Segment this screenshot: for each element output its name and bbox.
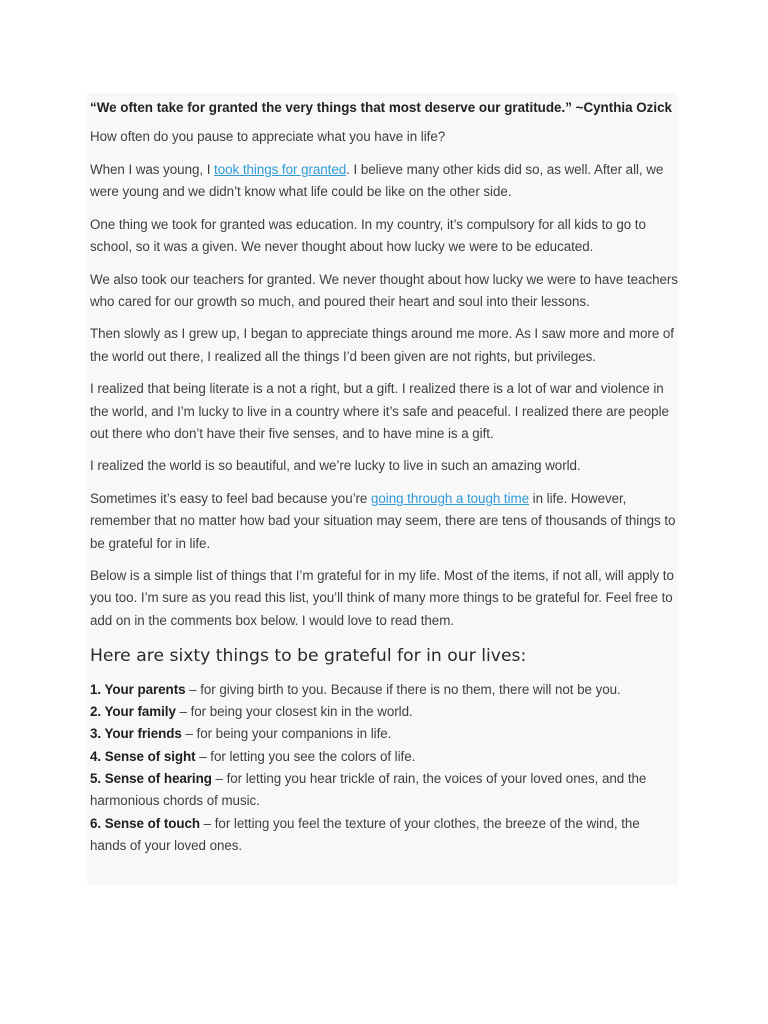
list-item bbox=[90, 701, 678, 723]
document-page bbox=[87, 93, 678, 885]
list-item-text: – for letting you see the colors of life. bbox=[195, 748, 416, 764]
paragraph-4: We also took our teachers for granted. We never thought about how lucky we were to have teachers who cared for our growth so much, and poured their heart and soul into their lessons. bbox=[90, 271, 678, 309]
list-item-text: – for being your closest kin in the world. bbox=[175, 704, 413, 720]
list-item-text: – for letting you hear trickle of rain, the voices of your loved ones, and the harmonious chords of music. bbox=[90, 771, 647, 809]
list-item bbox=[90, 813, 678, 858]
paragraph-2-text-after: . I believe many other kids did so, as well. After all, we were young and we didn’t know what life could be like on the other side. bbox=[90, 161, 664, 199]
paragraph-3: One thing we took for granted was education. In my country, it’s compulsory for all kids to go to school, so it was a given. We never thought about how lucky we were to be educated. bbox=[90, 216, 646, 254]
list-item bbox=[90, 723, 678, 745]
list-item bbox=[90, 768, 678, 813]
paragraph-6: I realized that being literate is a not a right, but a gift. I realized there is a lot of war and violence in the world, and I’m lucky to live in a country where it’s safe and peaceful. I realized there are people out there who don’t have their five senses, and to have mine is a gift. bbox=[90, 381, 669, 441]
list-item-title: 2. Your family bbox=[90, 704, 176, 720]
list-item-text: – for being your companions in life. bbox=[181, 726, 392, 742]
paragraph-7: I realized the world is so beautiful, and we’re lucky to live in such an amazing world. bbox=[90, 458, 581, 474]
paragraph-8-text-before: Sometimes it’s easy to feel bad because you’re bbox=[90, 491, 371, 507]
list-item-title: 4. Sense of sight bbox=[90, 748, 196, 764]
list-item-title: 1. Your parents bbox=[90, 681, 186, 697]
list-item-text: – for giving birth to you. Because if there is no them, there will not be you. bbox=[185, 681, 621, 697]
list-item bbox=[90, 679, 678, 701]
opening-quote: “We often take for granted the very things that most deserve our gratitude.” ~Cynthia Ozick bbox=[90, 100, 672, 115]
paragraph-9: Below is a simple list of things that I’m grateful for in my life. Most of the items, if not all, will apply to you too. I’m sure as you read this list, you’ll think of many more things to be grateful for. Feel free to add on in the comments box below. I would love to read them. bbox=[90, 568, 674, 628]
list-item-title: 6. Sense of touch bbox=[90, 815, 201, 831]
list-item-text: – for letting you feel the texture of your clothes, the breeze of the wind, the hands of your loved ones. bbox=[90, 815, 640, 853]
list-item-title: 5. Sense of hearing bbox=[90, 771, 212, 787]
paragraph-2-text-before: When I was young, I bbox=[90, 161, 215, 177]
list-heading: Here are sixty things to be grateful for in our lives: bbox=[90, 645, 527, 666]
paragraph-2 bbox=[90, 159, 678, 203]
paragraph-8-text-after: in life. However, remember that no matter how bad your situation may seem, there are tens of thousands of things to be grateful for in life. bbox=[90, 491, 676, 551]
tough-time-link[interactable]: going through a tough time bbox=[371, 491, 530, 507]
list-item bbox=[90, 746, 678, 768]
paragraph-5: Then slowly as I grew up, I began to appreciate things around me more. As I saw more and more of the world out there, I realized all the things I’d been given are not rights, but privileges. bbox=[90, 326, 674, 364]
paragraph-8 bbox=[90, 488, 678, 555]
list-item-title: 3. Your friends bbox=[90, 726, 182, 742]
paragraph-1: How often do you pause to appreciate what you have in life? bbox=[90, 129, 446, 144]
took-things-for-granted-link[interactable]: took things for granted bbox=[214, 161, 347, 177]
